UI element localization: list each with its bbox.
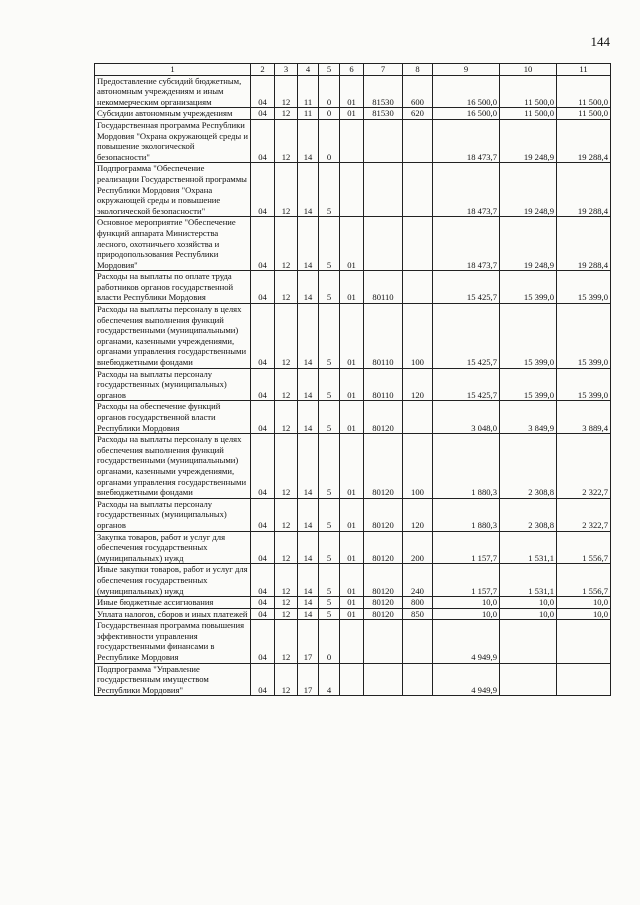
subsection-code: 12 <box>275 163 298 217</box>
expense-type-code: 850 <box>403 608 433 620</box>
expense-type-code: 120 <box>403 368 433 401</box>
amount-col-11: 15 399,0 <box>557 368 611 401</box>
section-code: 04 <box>251 271 275 304</box>
amount-col-10 <box>500 620 557 663</box>
subprogram-code: 5 <box>319 608 340 620</box>
subprogram-code: 5 <box>319 564 340 597</box>
expense-type-code <box>403 163 433 217</box>
table-row <box>95 498 611 531</box>
section-code: 04 <box>251 434 275 499</box>
section-code: 04 <box>251 663 275 696</box>
section-code: 04 <box>251 564 275 597</box>
amount-col-9: 10,0 <box>433 608 500 620</box>
table-row <box>95 597 611 609</box>
section-code: 04 <box>251 108 275 120</box>
expense-type-code <box>403 271 433 304</box>
section-code: 04 <box>251 217 275 271</box>
program-code: 14 <box>298 304 319 369</box>
table-row <box>95 608 611 620</box>
activity-code: 01 <box>340 434 364 499</box>
program-code: 14 <box>298 531 319 564</box>
activity-code <box>340 163 364 217</box>
subsection-code: 12 <box>275 75 298 108</box>
amount-col-9: 15 425,7 <box>433 304 500 369</box>
table-row <box>95 304 611 369</box>
amount-col-10: 19 248,9 <box>500 217 557 271</box>
row-name: Расходы на выплаты персоналу в целях обеспечения выполнения функций государственными (муниципальными) органами, казенными учреждениями, органами управления государственными внебюджетными фондами <box>95 304 251 369</box>
column-header-10: 10 <box>500 64 557 76</box>
amount-col-9: 1 880,3 <box>433 498 500 531</box>
subsection-code: 12 <box>275 434 298 499</box>
amount-col-11: 15 399,0 <box>557 304 611 369</box>
column-header-8: 8 <box>403 64 433 76</box>
table-row <box>95 217 611 271</box>
direction-code <box>364 119 403 162</box>
subprogram-code: 5 <box>319 597 340 609</box>
table-row <box>95 564 611 597</box>
section-code: 04 <box>251 401 275 434</box>
page-number: 144 <box>590 34 610 49</box>
subprogram-code: 0 <box>319 108 340 120</box>
subprogram-code: 5 <box>319 163 340 217</box>
program-code: 17 <box>298 620 319 663</box>
program-code: 11 <box>298 108 319 120</box>
amount-col-11: 19 288,4 <box>557 119 611 162</box>
expense-type-code <box>403 663 433 696</box>
amount-col-10: 3 849,9 <box>500 401 557 434</box>
section-code: 04 <box>251 531 275 564</box>
expense-type-code: 240 <box>403 564 433 597</box>
expense-type-code: 200 <box>403 531 433 564</box>
amount-col-11: 3 889,4 <box>557 401 611 434</box>
amount-col-11: 10,0 <box>557 608 611 620</box>
amount-col-11: 15 399,0 <box>557 271 611 304</box>
expense-type-code: 120 <box>403 498 433 531</box>
activity-code: 01 <box>340 217 364 271</box>
direction-code: 80120 <box>364 531 403 564</box>
amount-col-10: 2 308,8 <box>500 434 557 499</box>
program-code: 14 <box>298 368 319 401</box>
activity-code <box>340 119 364 162</box>
expense-type-code <box>403 401 433 434</box>
program-code: 14 <box>298 564 319 597</box>
table-row <box>95 401 611 434</box>
amount-col-9: 16 500,0 <box>433 75 500 108</box>
amount-col-11: 1 556,7 <box>557 564 611 597</box>
subprogram-code: 5 <box>319 434 340 499</box>
direction-code <box>364 163 403 217</box>
amount-col-9: 1 157,7 <box>433 564 500 597</box>
program-code: 14 <box>298 597 319 609</box>
direction-code: 81530 <box>364 108 403 120</box>
subprogram-code: 5 <box>319 304 340 369</box>
amount-col-11: 11 500,0 <box>557 108 611 120</box>
table-row <box>95 368 611 401</box>
amount-col-11: 1 556,7 <box>557 531 611 564</box>
section-code: 04 <box>251 75 275 108</box>
subsection-code: 12 <box>275 564 298 597</box>
subsection-code: 12 <box>275 119 298 162</box>
amount-col-10: 19 248,9 <box>500 119 557 162</box>
budget-table <box>94 63 611 696</box>
row-name: Основное мероприятие "Обеспечение функций аппарата Министерства лесного, охотничьего хозяйства и природопользования Республики Мордовия" <box>95 217 251 271</box>
row-name: Расходы на выплаты персоналу государственных (муниципальных) органов <box>95 368 251 401</box>
row-name: Расходы на выплаты персоналу государственных (муниципальных) органов <box>95 498 251 531</box>
amount-col-9: 15 425,7 <box>433 271 500 304</box>
row-name: Государственная программа повышения эффективности управления государственными финансами в Республике Мордовия <box>95 620 251 663</box>
section-code: 04 <box>251 620 275 663</box>
table-row <box>95 620 611 663</box>
amount-col-10: 11 500,0 <box>500 108 557 120</box>
amount-col-11 <box>557 663 611 696</box>
column-header-1: 1 <box>95 64 251 76</box>
expense-type-code: 620 <box>403 108 433 120</box>
section-code: 04 <box>251 597 275 609</box>
subsection-code: 12 <box>275 271 298 304</box>
direction-code <box>364 663 403 696</box>
table-row <box>95 119 611 162</box>
amount-col-10 <box>500 663 557 696</box>
table-row <box>95 663 611 696</box>
amount-col-9: 3 048,0 <box>433 401 500 434</box>
table-row <box>95 271 611 304</box>
row-name: Иные бюджетные ассигнования <box>95 597 251 609</box>
amount-col-11: 2 322,7 <box>557 498 611 531</box>
header-row <box>95 64 611 76</box>
subsection-code: 12 <box>275 531 298 564</box>
row-name: Уплата налогов, сборов и иных платежей <box>95 608 251 620</box>
row-name: Подпрограмма "Управление государственным имуществом Республики Мордовия" <box>95 663 251 696</box>
expense-type-code <box>403 119 433 162</box>
amount-col-10: 19 248,9 <box>500 163 557 217</box>
subprogram-code: 5 <box>319 271 340 304</box>
activity-code: 01 <box>340 597 364 609</box>
table-row <box>95 434 611 499</box>
subsection-code: 12 <box>275 608 298 620</box>
program-code: 14 <box>298 217 319 271</box>
subsection-code: 12 <box>275 368 298 401</box>
section-code: 04 <box>251 608 275 620</box>
amount-col-10: 15 399,0 <box>500 304 557 369</box>
activity-code: 01 <box>340 401 364 434</box>
amount-col-10: 11 500,0 <box>500 75 557 108</box>
table-row <box>95 531 611 564</box>
column-header-5: 5 <box>319 64 340 76</box>
column-header-6: 6 <box>340 64 364 76</box>
section-code: 04 <box>251 119 275 162</box>
program-code: 14 <box>298 401 319 434</box>
expense-type-code <box>403 620 433 663</box>
table-row <box>95 163 611 217</box>
section-code: 04 <box>251 163 275 217</box>
subsection-code: 12 <box>275 620 298 663</box>
activity-code <box>340 620 364 663</box>
amount-col-10: 2 308,8 <box>500 498 557 531</box>
expense-type-code <box>403 217 433 271</box>
row-name: Государственная программа Республики Мордовия "Охрана окружающей среды и повышение экологической безопасности" <box>95 119 251 162</box>
subprogram-code: 0 <box>319 119 340 162</box>
expense-type-code: 800 <box>403 597 433 609</box>
amount-col-10: 1 531,1 <box>500 564 557 597</box>
subprogram-code: 5 <box>319 401 340 434</box>
direction-code: 80120 <box>364 498 403 531</box>
amount-col-11 <box>557 620 611 663</box>
amount-col-11: 2 322,7 <box>557 434 611 499</box>
amount-col-10: 10,0 <box>500 597 557 609</box>
subprogram-code: 4 <box>319 663 340 696</box>
amount-col-9: 10,0 <box>433 597 500 609</box>
program-code: 14 <box>298 163 319 217</box>
amount-col-9: 18 473,7 <box>433 163 500 217</box>
amount-col-11: 10,0 <box>557 597 611 609</box>
row-name: Субсидии автономным учреждениям <box>95 108 251 120</box>
expense-type-code: 100 <box>403 434 433 499</box>
program-code: 17 <box>298 663 319 696</box>
activity-code: 01 <box>340 368 364 401</box>
direction-code <box>364 620 403 663</box>
subsection-code: 12 <box>275 304 298 369</box>
activity-code: 01 <box>340 498 364 531</box>
column-header-2: 2 <box>251 64 275 76</box>
amount-col-11: 11 500,0 <box>557 75 611 108</box>
column-header-3: 3 <box>275 64 298 76</box>
amount-col-9: 18 473,7 <box>433 119 500 162</box>
row-name: Закупка товаров, работ и услуг для обеспечения государственных (муниципальных) нужд <box>95 531 251 564</box>
expense-type-code: 600 <box>403 75 433 108</box>
subprogram-code: 5 <box>319 498 340 531</box>
subprogram-code: 0 <box>319 620 340 663</box>
program-code: 14 <box>298 119 319 162</box>
amount-col-11: 19 288,4 <box>557 163 611 217</box>
row-name: Иные закупки товаров, работ и услуг для обеспечения государственных (муниципальных) нужд <box>95 564 251 597</box>
section-code: 04 <box>251 368 275 401</box>
column-header-7: 7 <box>364 64 403 76</box>
subsection-code: 12 <box>275 498 298 531</box>
activity-code: 01 <box>340 108 364 120</box>
direction-code: 80120 <box>364 564 403 597</box>
subsection-code: 12 <box>275 663 298 696</box>
amount-col-9: 18 473,7 <box>433 217 500 271</box>
program-code: 14 <box>298 271 319 304</box>
table-row <box>95 75 611 108</box>
activity-code <box>340 663 364 696</box>
amount-col-9: 4 949,9 <box>433 663 500 696</box>
direction-code: 80110 <box>364 271 403 304</box>
activity-code: 01 <box>340 608 364 620</box>
program-code: 11 <box>298 75 319 108</box>
activity-code: 01 <box>340 75 364 108</box>
activity-code: 01 <box>340 271 364 304</box>
activity-code: 01 <box>340 531 364 564</box>
direction-code: 80120 <box>364 608 403 620</box>
direction-code: 80120 <box>364 401 403 434</box>
subprogram-code: 5 <box>319 368 340 401</box>
column-header-9: 9 <box>433 64 500 76</box>
subsection-code: 12 <box>275 217 298 271</box>
expense-type-code: 100 <box>403 304 433 369</box>
direction-code: 80120 <box>364 434 403 499</box>
subsection-code: 12 <box>275 597 298 609</box>
subsection-code: 12 <box>275 108 298 120</box>
amount-col-10: 15 399,0 <box>500 271 557 304</box>
row-name: Расходы на выплаты по оплате труда работников органов государственной власти Республики Мордовия <box>95 271 251 304</box>
amount-col-9: 1 157,7 <box>433 531 500 564</box>
amount-col-9: 4 949,9 <box>433 620 500 663</box>
section-code: 04 <box>251 304 275 369</box>
section-code: 04 <box>251 498 275 531</box>
activity-code: 01 <box>340 564 364 597</box>
amount-col-9: 15 425,7 <box>433 368 500 401</box>
column-header-4: 4 <box>298 64 319 76</box>
amount-col-10: 15 399,0 <box>500 368 557 401</box>
table-body <box>95 75 611 696</box>
direction-code: 81530 <box>364 75 403 108</box>
row-name: Предоставление субсидий бюджетным, автономным учреждениям и иным некоммерческим организациям <box>95 75 251 108</box>
program-code: 14 <box>298 608 319 620</box>
program-code: 14 <box>298 498 319 531</box>
direction-code: 80110 <box>364 368 403 401</box>
column-header-11: 11 <box>557 64 611 76</box>
amount-col-10: 10,0 <box>500 608 557 620</box>
activity-code: 01 <box>340 304 364 369</box>
subprogram-code: 5 <box>319 531 340 564</box>
direction-code: 80110 <box>364 304 403 369</box>
amount-col-9: 16 500,0 <box>433 108 500 120</box>
amount-col-10: 1 531,1 <box>500 531 557 564</box>
subsection-code: 12 <box>275 401 298 434</box>
table-row <box>95 108 611 120</box>
row-name: Расходы на выплаты персоналу в целях обеспечения выполнения функций государственными (муниципальными) органами, казенными учреждениями, органами управления государственными внебюджетными фондами <box>95 434 251 499</box>
program-code: 14 <box>298 434 319 499</box>
amount-col-11: 19 288,4 <box>557 217 611 271</box>
row-name: Расходы на обеспечение функций органов государственной власти Республики Мордовия <box>95 401 251 434</box>
direction-code <box>364 217 403 271</box>
subprogram-code: 0 <box>319 75 340 108</box>
amount-col-9: 1 880,3 <box>433 434 500 499</box>
row-name: Подпрограмма "Обеспечение реализации Государственной программы Республики Мордовия "Охрана окружающей среды и повышение экологической безопасности" <box>95 163 251 217</box>
direction-code: 80120 <box>364 597 403 609</box>
subprogram-code: 5 <box>319 217 340 271</box>
